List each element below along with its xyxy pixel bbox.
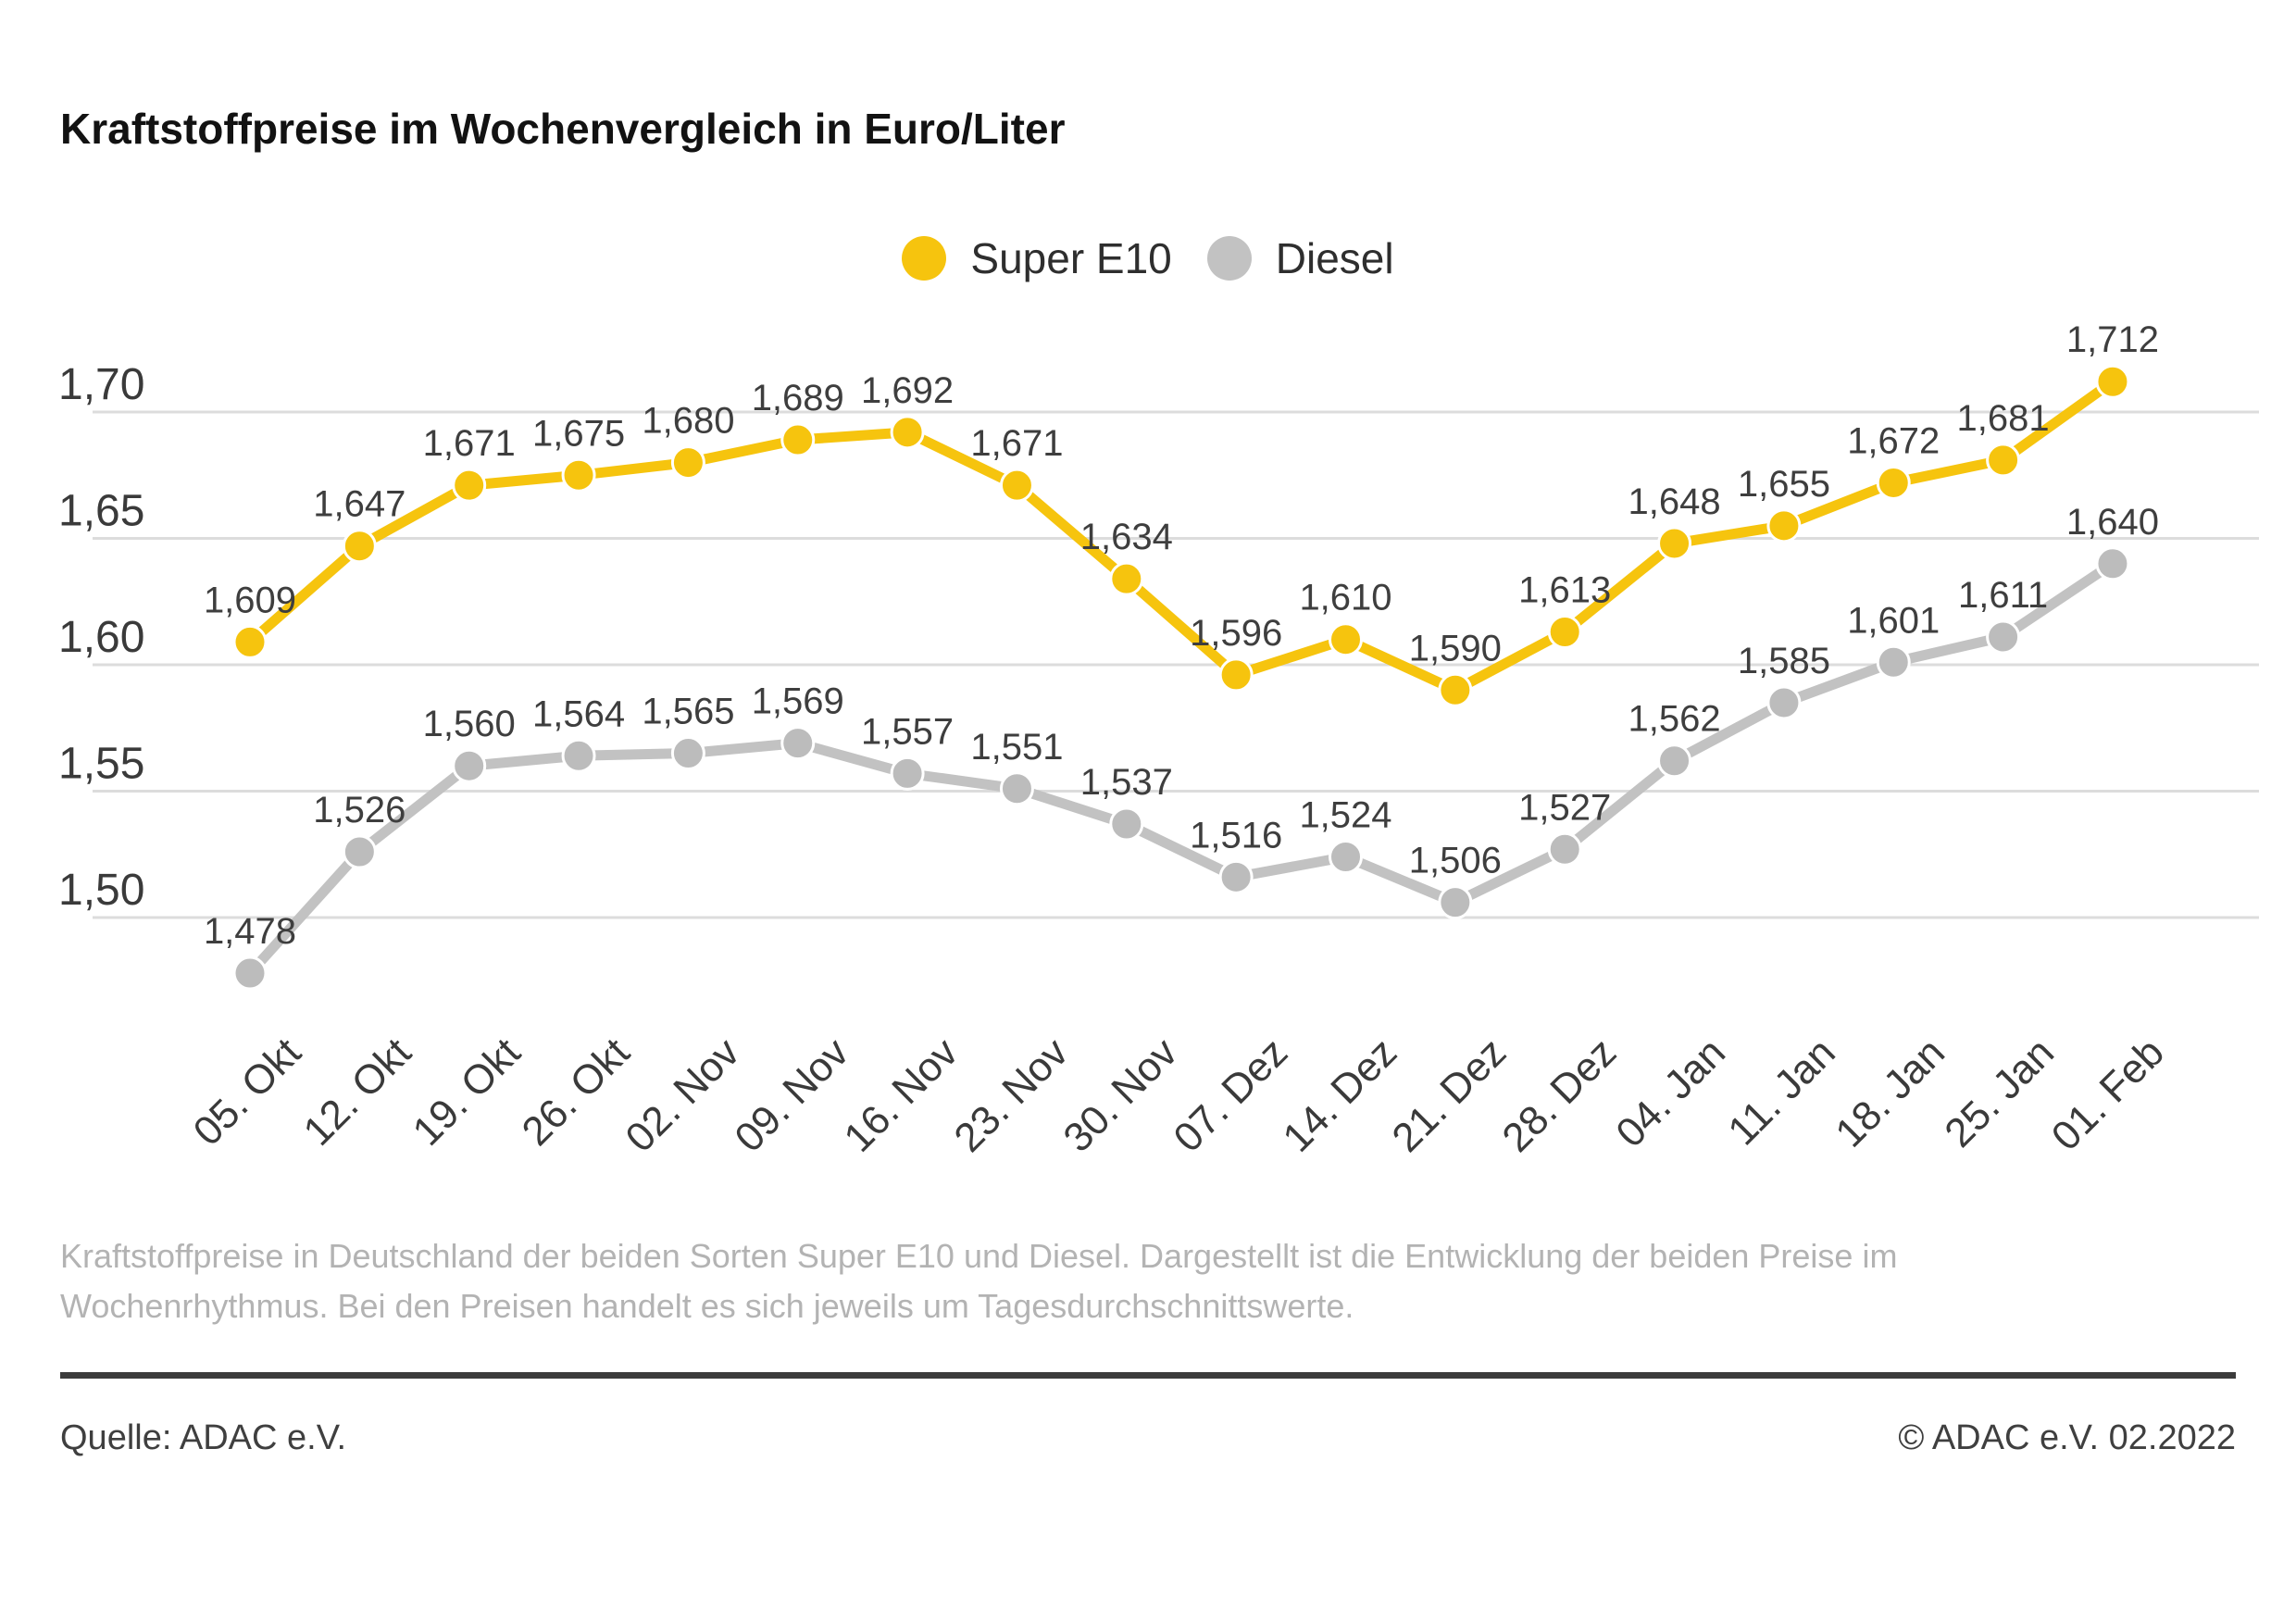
legend-item-super-e10 — [902, 233, 1171, 283]
legend-item-diesel — [1207, 233, 1394, 283]
data-point-marker — [672, 447, 704, 479]
data-point-label: 1,675 — [531, 413, 626, 455]
data-point-label: 1,551 — [970, 726, 1064, 768]
legend-label-super-e10: Super E10 — [970, 234, 1172, 282]
footer-divider — [60, 1372, 2236, 1379]
data-point-marker — [2097, 548, 2128, 580]
data-point-label: 1,609 — [203, 580, 297, 621]
data-point-label: 1,610 — [1299, 577, 1392, 618]
data-point-marker — [1659, 528, 1691, 559]
x-axis-label: 21. Dez — [1383, 1030, 1516, 1161]
y-tick-label: 1,60 — [58, 613, 145, 662]
data-point-marker — [2097, 366, 2128, 397]
copyright-text: © ADAC e.V. 02.2022 — [1898, 1418, 2236, 1457]
data-point-marker — [892, 417, 923, 448]
data-point-label: 1,560 — [422, 704, 516, 745]
data-point-label: 1,478 — [203, 911, 297, 953]
data-point-marker — [343, 531, 375, 562]
data-point-marker — [234, 626, 266, 657]
x-axis-label: 07. Dez — [1164, 1030, 1296, 1161]
data-point-label: 1,680 — [642, 400, 735, 442]
data-point-marker — [1220, 861, 1252, 893]
x-axis-label: 02. Nov — [617, 1030, 749, 1161]
data-point-label: 1,647 — [313, 483, 406, 525]
data-point-label: 1,648 — [1628, 481, 1721, 522]
data-point-marker — [1111, 563, 1142, 594]
data-point-marker — [1768, 687, 1800, 718]
gridlines — [93, 412, 2259, 918]
data-point-marker — [454, 750, 485, 781]
data-point-marker — [782, 728, 814, 759]
data-point-marker — [563, 740, 594, 771]
chart-description: Kraftstoffpreise in Deutschland der beiden Sorten Super E10 und Diesel. Dargestellt ist die Entwicklung der beiden Preise im Wochenrhythmus. Bei den Preisen handelt es sich jeweils um Tagesdurchschnittswerte. — [60, 1237, 1898, 1325]
data-point-marker — [1001, 469, 1032, 501]
x-axis-label: 28. Dez — [1492, 1030, 1625, 1161]
data-point-marker — [672, 738, 704, 769]
data-point-label: 1,516 — [1190, 815, 1283, 856]
data-point-marker — [782, 424, 814, 456]
data-point-marker — [1659, 745, 1691, 777]
data-point-label: 1,564 — [531, 693, 626, 735]
data-point-marker — [1768, 510, 1800, 542]
y-tick-label: 1,55 — [58, 739, 145, 789]
line-chart — [0, 296, 2296, 1028]
data-point-label: 1,527 — [1518, 787, 1612, 829]
x-axis-label: 26. Okt — [513, 1030, 639, 1155]
x-axis-label: 30. Nov — [1054, 1030, 1187, 1161]
data-point-label: 1,596 — [1190, 612, 1283, 654]
data-point-marker — [1988, 444, 2019, 476]
data-point-marker — [1988, 621, 2019, 653]
data-point-marker — [1111, 808, 1142, 840]
data-point-marker — [1330, 624, 1362, 656]
data-point-label: 1,712 — [2065, 319, 2160, 361]
data-point-label: 1,565 — [642, 691, 735, 732]
data-point-marker — [563, 459, 594, 491]
x-axis-label: 23. Nov — [945, 1030, 1078, 1161]
data-point-label: 1,640 — [2065, 501, 2160, 543]
y-tick-label: 1,70 — [58, 360, 145, 409]
x-axis-label: 14. Dez — [1274, 1030, 1406, 1161]
x-axis-label: 01. Feb — [2042, 1030, 2173, 1160]
data-point-label: 1,681 — [1956, 397, 2050, 439]
legend-label-diesel: Diesel — [1275, 234, 1394, 282]
data-point-label: 1,601 — [1847, 600, 1940, 642]
source-text: Quelle: ADAC e.V. — [60, 1418, 347, 1457]
data-point-label: 1,506 — [1408, 840, 1502, 881]
data-point-marker — [343, 836, 375, 868]
data-point-label: 1,671 — [970, 423, 1064, 465]
data-point-label: 1,569 — [751, 681, 844, 722]
x-axis-label: 04. Jan — [1607, 1030, 1735, 1156]
x-axis-label: 09. Nov — [726, 1030, 858, 1161]
x-axis-label: 18. Jan — [1827, 1030, 1953, 1156]
x-axis-label: 25. Jan — [1936, 1030, 2064, 1156]
chart-title: Kraftstoffpreise im Wochenvergleich in Euro/Liter — [60, 105, 1066, 153]
diesel-dot-icon — [1207, 236, 1252, 281]
x-axis-label: 16. Nov — [835, 1030, 967, 1161]
data-point-marker — [234, 957, 266, 989]
data-point-marker — [1549, 833, 1580, 865]
series-line-super-e10 — [250, 381, 2113, 690]
legend — [0, 233, 2296, 283]
y-tick-label: 1,50 — [58, 866, 145, 915]
data-point-marker — [1330, 841, 1362, 872]
data-point-label: 1,655 — [1737, 463, 1830, 505]
data-point-label: 1,672 — [1847, 420, 1940, 462]
y-axis-tick-labels — [58, 360, 144, 915]
data-point-label: 1,524 — [1299, 794, 1392, 836]
data-point-marker — [1878, 646, 1909, 678]
data-point-marker — [1001, 773, 1032, 805]
data-point-label: 1,562 — [1628, 698, 1721, 740]
x-axis-label: 12. Okt — [294, 1030, 420, 1155]
data-point-marker — [1440, 674, 1471, 706]
data-point-marker — [454, 469, 485, 501]
series-diesel — [204, 502, 2159, 989]
data-point-label: 1,671 — [422, 423, 516, 465]
super-e10-dot-icon — [902, 236, 946, 281]
data-point-label: 1,590 — [1408, 628, 1502, 669]
data-point-label: 1,689 — [751, 378, 844, 419]
data-point-label: 1,557 — [861, 711, 955, 753]
data-point-label: 1,611 — [1958, 574, 2049, 616]
data-point-label: 1,613 — [1518, 569, 1612, 611]
series-super-e10 — [204, 319, 2159, 706]
data-point-marker — [892, 757, 923, 789]
footer-source-row — [60, 1418, 2236, 1458]
data-point-marker — [1878, 467, 1909, 498]
data-point-label: 1,692 — [861, 369, 955, 411]
data-point-label: 1,526 — [313, 790, 406, 831]
y-tick-label: 1,65 — [58, 486, 145, 536]
x-axis-label: 19. Okt — [404, 1030, 530, 1155]
data-point-marker — [1220, 659, 1252, 691]
data-point-label: 1,537 — [1079, 761, 1173, 803]
x-axis-label: 11. Jan — [1719, 1030, 1844, 1155]
data-point-label: 1,634 — [1079, 517, 1173, 558]
x-axis-label: 05. Okt — [184, 1030, 310, 1155]
data-point-marker — [1440, 887, 1471, 918]
data-point-marker — [1549, 617, 1580, 648]
data-point-label: 1,585 — [1737, 640, 1830, 681]
